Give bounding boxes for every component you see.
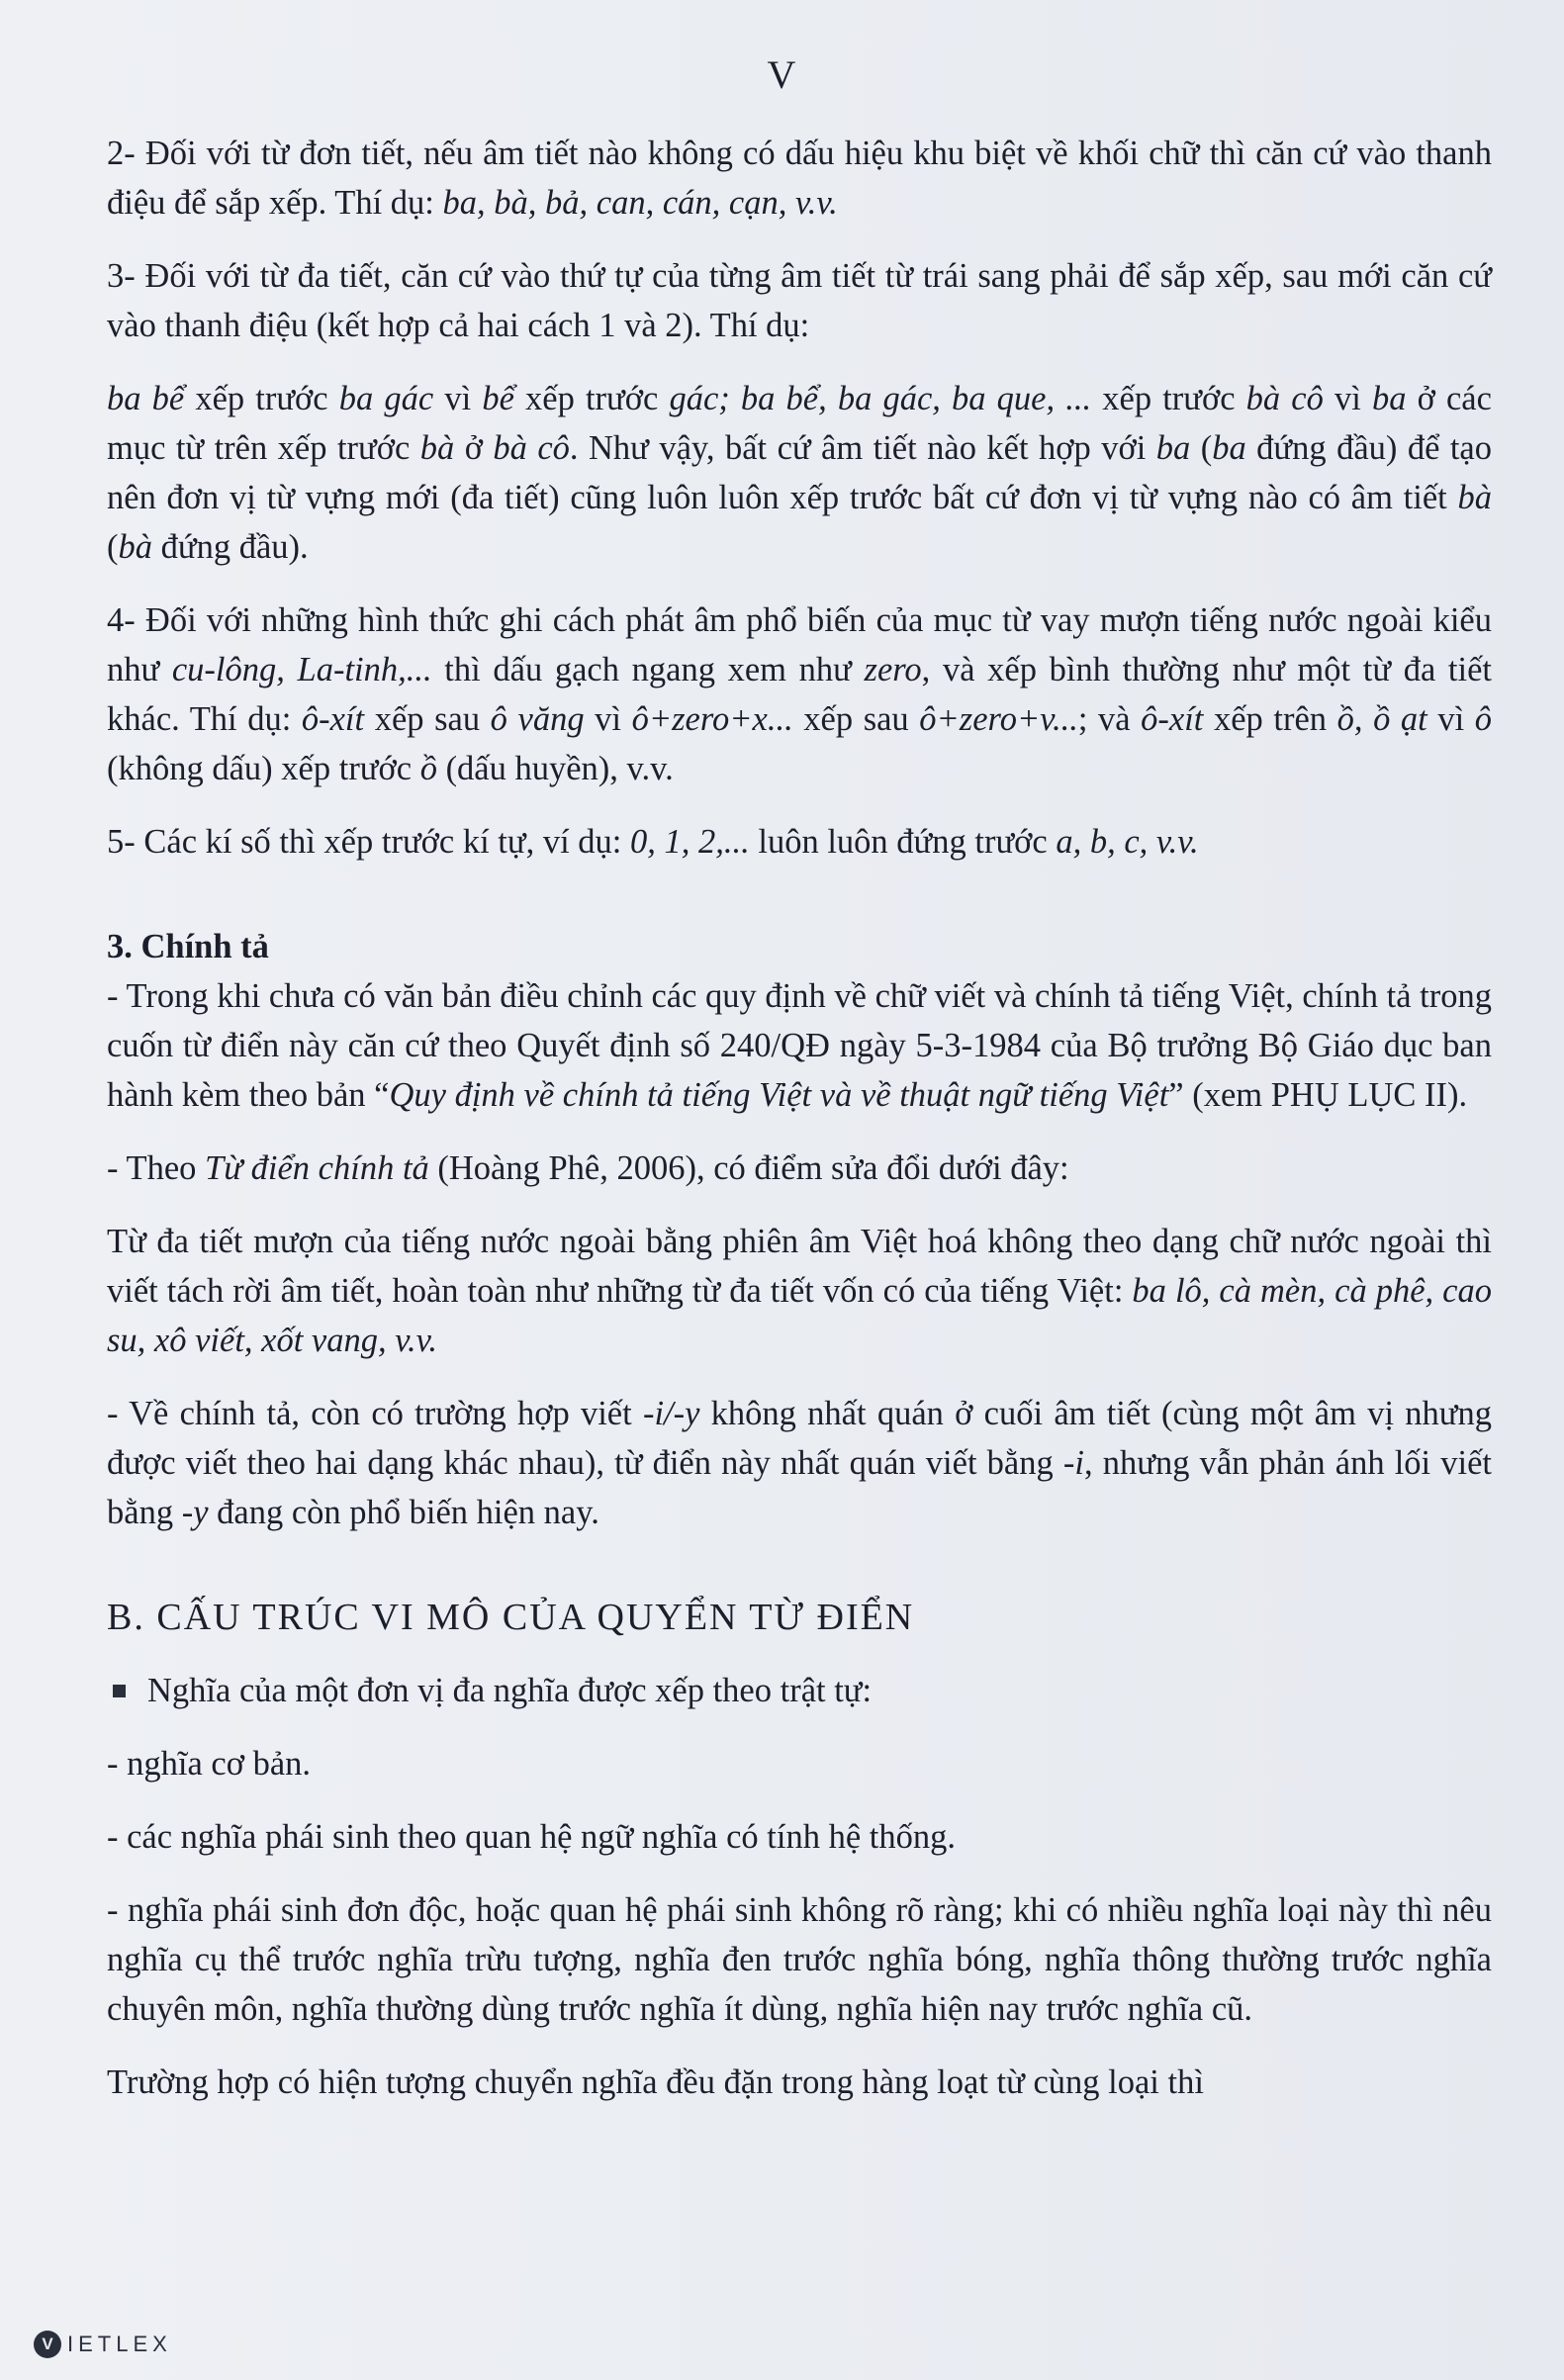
publisher-logo (34, 2331, 172, 2358)
section-heading-b: B. CẤU TRÚC VI MÔ CỦA QUYỂN TỪ ĐIỂN (107, 1597, 915, 1638)
section-heading-spelling: 3. Chính tả (107, 928, 269, 965)
paragraph-spelling-2: - Theo Từ điển chính tả (Hoàng Phê, 2006), có điểm sửa đổi dưới đây: (107, 1149, 1069, 1187)
publisher-mark: V (34, 2331, 61, 2358)
paragraph-spelling-4: - Về chính tả, còn có trường hợp viết -i/-y không nhất quán ở cuối âm tiết (cùng một âm vị nhưng được viết theo hai dạng khác nhau), từ điển này nhất quán viết bằng -i, nhưng vẫn phản ánh lối viết bằng -y đang còn phổ biến hiện nay. (107, 1395, 1493, 1531)
paragraph-rule-5: 5- Các kí số thì xếp trước kí tự, ví dụ: 0, 1, 2,... luôn luôn đứng trước a, b, c, v.v. (107, 823, 1199, 861)
paragraph-last: Trường hợp có hiện tượng chuyển nghĩa đều đặn trong hàng loạt từ cùng loại thì (107, 2063, 1204, 2101)
paragraph-spelling-1: - Trong khi chưa có văn bản điều chỉnh các quy định về chữ viết và chính tả tiếng Việt, chính tả trong cuốn từ điển này căn cứ theo Quyết định số 240/QĐ ngày 5-3-1984 của Bộ trưởng Bộ Giáo dục ban hành kèm theo bản “Quy định về chính tả tiếng Việt và về thuật ngữ tiếng Việt” (xem PHỤ LỤC II). (107, 977, 1492, 1114)
paragraph-rule-2: 2- Đối với từ đơn tiết, nếu âm tiết nào không có dấu hiệu khu biệt về khối chữ thì căn cứ vào thanh điệu để sắp xếp. Thí dụ: ba, bà, bả, can, cán, cạn, v.v. (107, 135, 1492, 222)
paragraph-spelling-3: Từ đa tiết mượn của tiếng nước ngoài bằng phiên âm Việt hoá không theo dạng chữ nước ngoài thì viết tách rời âm tiết, hoàn toàn như những từ đa tiết vốn có của tiếng Việt: ba lô, cà mèn, cà phê, cao su, xô viết, xốt vang, v.v. (107, 1223, 1492, 1359)
paragraph-rule-3: 3- Đối với từ đa tiết, căn cứ vào thứ tự của từng âm tiết từ trái sang phải để sắp xếp, sau mới căn cứ vào thanh điệu (kết hợp cả hai cách 1 và 2). Thí dụ: (107, 257, 1492, 344)
list-item: - nghĩa phái sinh đơn độc, hoặc quan hệ phái sinh không rõ ràng; khi có nhiều nghĩa loại này thì nêu nghĩa cụ thể trước nghĩa trừu tượng, nghĩa đen trước nghĩa bóng, nghĩa thông thường trước nghĩa chuyên môn, nghĩa thường dùng trước nghĩa ít dùng, nghĩa hiện nay trước nghĩa cũ. (107, 1891, 1492, 2028)
paragraph-rule-4: 4- Đối với những hình thức ghi cách phát âm phổ biến của mục từ vay mượn tiếng nước ngoài kiểu như cu-lông, La-tinh,... thì dấu gạch ngang xem như zero, và xếp bình thường như một từ đa tiết khác. Thí dụ: ô-xít xếp sau ô văng vì ô+zero+x... xếp sau ô+zero+v...; và ô-xít xếp trên ồ, ồ ạt vì ô (không dấu) xếp trước ồ (dấu huyền), v.v. (107, 601, 1492, 787)
publisher-name: IETLEX (67, 2332, 172, 2356)
bullet-item: Nghĩa của một đơn vị đa nghĩa được xếp theo trật tự: (107, 1666, 1492, 1715)
page-number: V (767, 52, 797, 97)
paragraph-rule-3-example: ba bể xếp trước ba gác vì bể xếp trước gác; ba bể, ba gác, ba que, ... xếp trước bà cô vì ba ở các mục từ trên xếp trước bà ở bà cô. Như vậy, bất cứ âm tiết nào kết hợp với ba (ba đứng đầu) để tạo nên đơn vị từ vựng mới (đa tiết) cũng luôn luôn xếp trước bất cứ đơn vị từ vựng nào có âm tiết bà (bà đứng đầu). (107, 380, 1492, 566)
page-content (107, 129, 1492, 2107)
square-bullet-icon (113, 1685, 126, 1697)
list-item: - nghĩa cơ bản. (107, 1745, 312, 1783)
list-item: - các nghĩa phái sinh theo quan hệ ngữ nghĩa có tính hệ thống. (107, 1818, 956, 1856)
